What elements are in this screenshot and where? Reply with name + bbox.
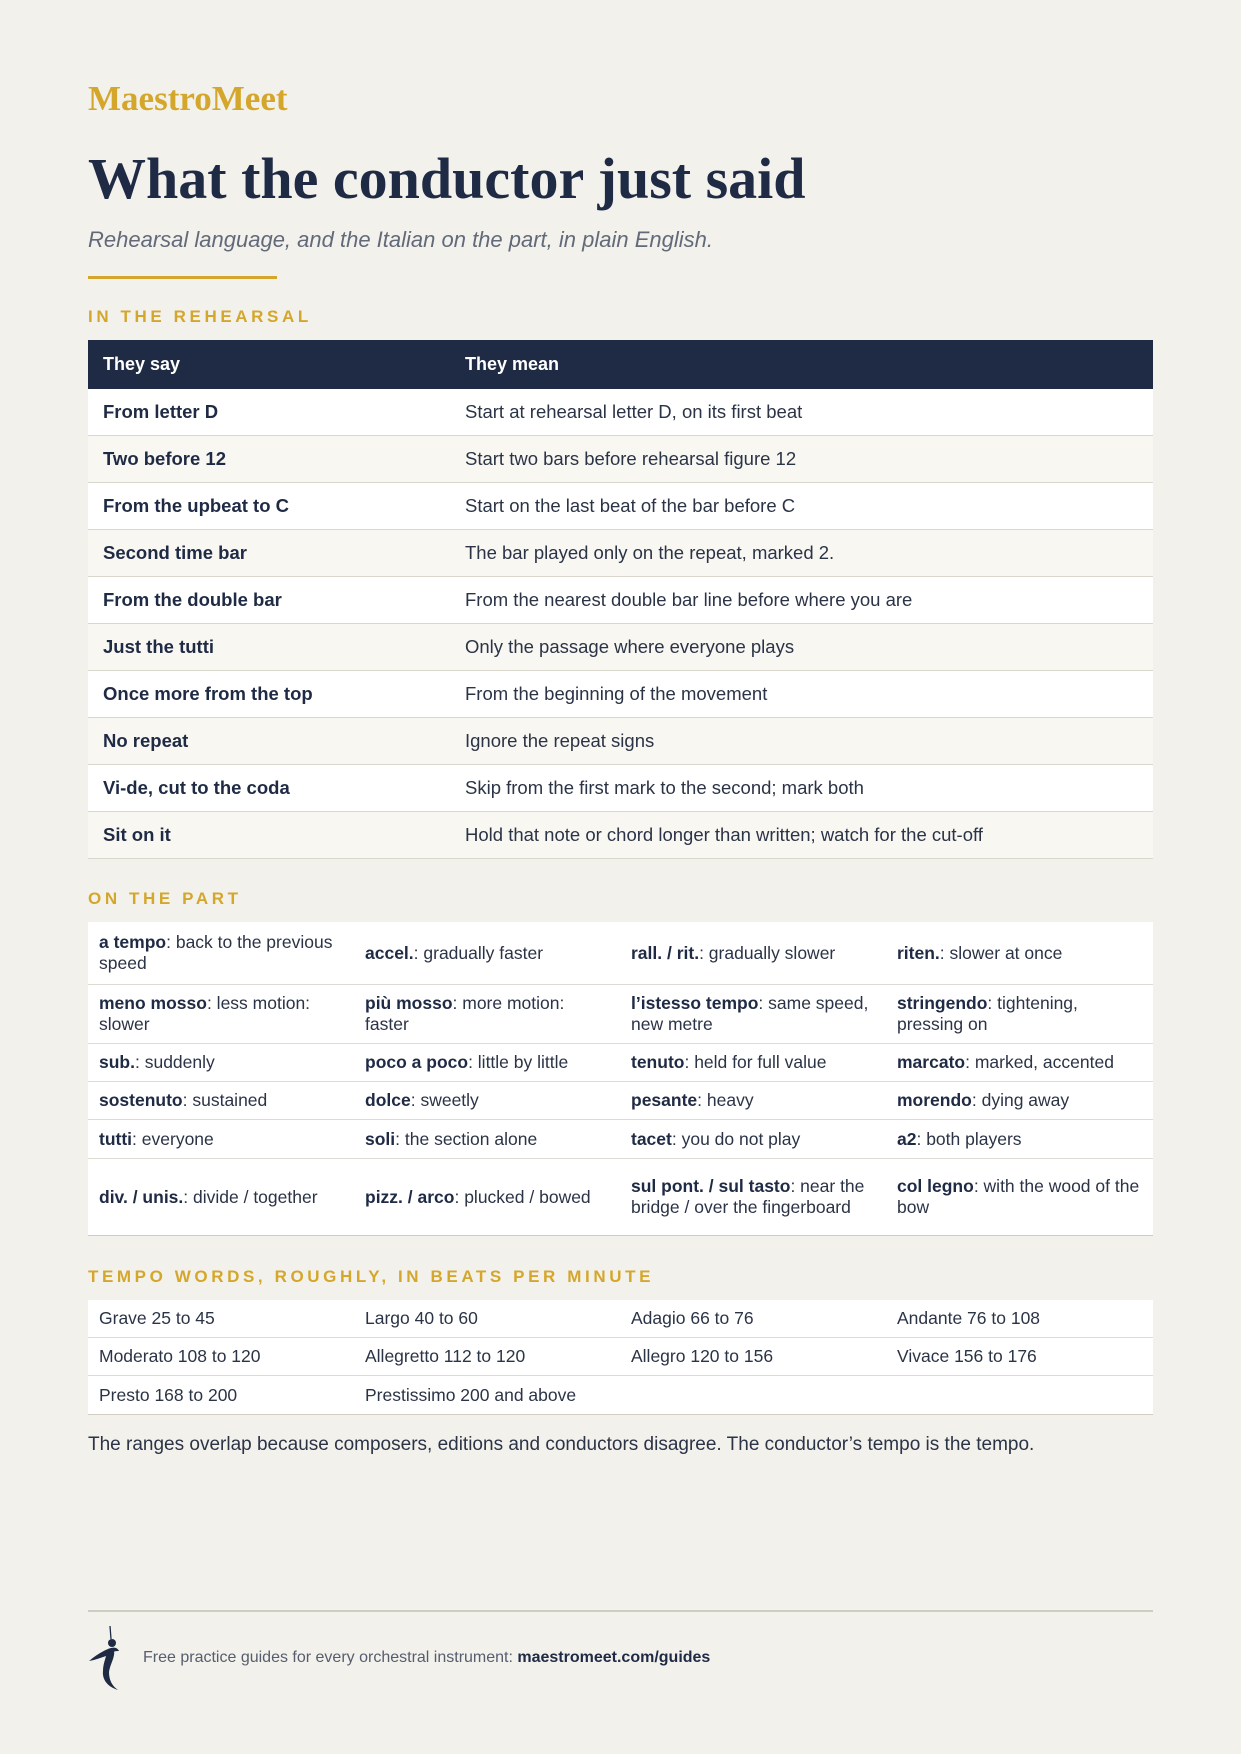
term-definition: : back to the previous speed	[99, 932, 333, 973]
footer-text	[143, 1648, 710, 1668]
term-definition: : marked, accented	[965, 1052, 1114, 1072]
footer-link[interactable]: maestromeet.com/guides	[517, 1649, 711, 1666]
term-name: rall. / rit.	[631, 942, 700, 963]
table-row	[88, 765, 1153, 812]
table-row	[88, 671, 1153, 718]
phrase-they-mean: The bar played only on the repeat, marked 2.	[450, 530, 1153, 577]
section-heading-rehearsal: IN THE REHEARSAL	[88, 307, 312, 326]
term-name: pesante	[631, 1090, 698, 1110]
term-cell	[88, 1090, 354, 1111]
tempo-cell: Largo 40 to 60	[365, 1308, 478, 1328]
term-cell	[354, 1052, 620, 1073]
table-row	[88, 436, 1153, 483]
tempo-note: The ranges overlap because composers, editions and conductors disagree. The conductor’s tempo is the tempo.	[88, 1434, 1035, 1455]
tempo-cell: Andante 76 to 108	[897, 1308, 1041, 1328]
page-subtitle: Rehearsal language, and the Italian on the part, in plain English.	[88, 227, 713, 252]
term-name: tutti	[99, 1128, 133, 1149]
term-cell	[620, 1129, 886, 1150]
phrase-they-mean: Ignore the repeat signs	[450, 718, 1153, 765]
tempo-cell: Presto 168 to 200	[99, 1384, 238, 1405]
term-definition: : little by little	[468, 1052, 569, 1072]
part-terms-grid	[88, 922, 1153, 1236]
term-definition: : same speed, new metre	[631, 993, 869, 1034]
tempo-cell: Grave 25 to 45	[99, 1308, 215, 1328]
phrase-they-say: Two before 12	[88, 436, 450, 483]
term-name: pizz. / arco	[365, 1186, 455, 1207]
term-definition: : more motion: faster	[365, 993, 565, 1034]
term-name: più mosso	[365, 993, 453, 1013]
term-definition: : held for full value	[684, 1052, 827, 1072]
conductor-figure-icon	[88, 1625, 122, 1691]
term-definition: : gradually faster	[413, 942, 544, 963]
term-name: marcato	[897, 1052, 966, 1072]
term-definition: : near the bridge / over the fingerboard	[631, 1176, 865, 1217]
term-name: sul pont. / sul tasto	[631, 1176, 791, 1196]
term-name: a2	[897, 1128, 917, 1149]
term-row	[88, 922, 1153, 985]
term-name: a tempo	[99, 932, 167, 952]
table-row	[88, 530, 1153, 577]
term-cell	[886, 1129, 1152, 1150]
tempo-cell: Allegro 120 to 156	[631, 1346, 774, 1366]
tempo-cell: Allegretto 112 to 120	[365, 1346, 526, 1366]
table-row	[88, 389, 1153, 436]
footer-label: Free practice guides for every orchestral instrument:	[143, 1649, 518, 1666]
term-definition: : sustained	[182, 1090, 268, 1110]
table-row	[88, 812, 1153, 859]
tempo-row	[88, 1338, 1153, 1376]
term-name: soli	[365, 1128, 396, 1149]
phrase-they-mean: Start two bars before rehearsal figure 12	[450, 436, 1153, 483]
term-cell	[886, 943, 1152, 964]
term-definition: : heavy	[697, 1090, 754, 1110]
term-cell	[88, 1052, 354, 1073]
term-name: l’istesso tempo	[631, 993, 759, 1013]
rehearsal-table	[88, 340, 1153, 859]
term-name: meno mosso	[99, 993, 207, 1013]
phrase-they-mean: Start at rehearsal letter D, on its first beat	[450, 389, 1153, 436]
term-name: riten.	[897, 942, 940, 963]
tempo-row	[88, 1376, 1153, 1414]
term-cell	[354, 1187, 620, 1208]
column-header-they-say: They say	[88, 340, 450, 389]
section-heading-tempo: TEMPO WORDS, ROUGHLY, IN BEATS PER MINUTE	[88, 1267, 655, 1286]
term-definition: : suddenly	[134, 1052, 215, 1072]
table-row	[88, 718, 1153, 765]
term-row	[88, 985, 1153, 1044]
term-name: dolce	[365, 1090, 411, 1110]
footer-divider	[88, 1610, 1153, 1612]
phrase-they-mean: From the beginning of the movement	[450, 671, 1153, 718]
term-cell	[620, 1090, 886, 1111]
term-cell	[886, 993, 1152, 1035]
term-definition: : gradually slower	[699, 942, 836, 963]
term-definition: : with the wood of the bow	[897, 1176, 1140, 1217]
term-cell	[620, 943, 886, 964]
term-name: tacet	[631, 1128, 672, 1149]
brand-logo-text: MaestroMeet	[88, 79, 288, 118]
term-cell	[886, 1090, 1152, 1111]
page-title: What the conductor just said	[88, 146, 806, 211]
tempo-cell: Adagio 66 to 76	[631, 1308, 754, 1328]
phrase-they-say: Sit on it	[88, 812, 450, 859]
term-definition: : tightening, pressing on	[897, 993, 1078, 1034]
term-cell	[886, 1052, 1152, 1073]
term-definition: : slower at once	[939, 942, 1063, 963]
term-cell	[354, 1090, 620, 1111]
term-name: tenuto	[631, 1052, 685, 1072]
term-cell	[620, 1052, 886, 1073]
term-cell	[88, 932, 354, 974]
phrase-they-say: From letter D	[88, 389, 450, 436]
column-header-they-mean: They mean	[450, 340, 1153, 389]
term-cell	[88, 993, 354, 1035]
term-definition: : you do not play	[671, 1128, 801, 1149]
term-name: sostenuto	[99, 1090, 183, 1110]
tempo-row	[88, 1300, 1153, 1338]
term-cell	[88, 1129, 354, 1150]
tempo-cell: Prestissimo 200 and above	[365, 1384, 577, 1405]
phrase-they-say: Just the tutti	[88, 624, 450, 671]
phrase-they-say: From the upbeat to C	[88, 483, 450, 530]
phrase-they-say: No repeat	[88, 718, 450, 765]
table-row	[88, 624, 1153, 671]
term-cell	[354, 1129, 620, 1150]
term-name: col legno	[897, 1176, 974, 1196]
term-name: morendo	[897, 1090, 972, 1110]
table-row	[88, 577, 1153, 624]
phrase-they-mean: Start on the last beat of the bar before C	[450, 483, 1153, 530]
term-definition: : everyone	[132, 1128, 214, 1149]
term-name: accel.	[365, 942, 414, 963]
term-cell	[620, 993, 886, 1035]
accent-divider	[88, 276, 277, 279]
term-cell	[354, 943, 620, 964]
term-definition: : less motion: slower	[99, 993, 311, 1034]
term-definition: : both players	[916, 1128, 1022, 1149]
term-name: div. / unis.	[99, 1186, 184, 1207]
term-cell	[886, 1176, 1152, 1218]
term-cell	[88, 1187, 354, 1208]
term-definition: : sweetly	[410, 1090, 479, 1110]
term-definition: : divide / together	[183, 1186, 318, 1207]
section-heading-part: ON THE PART	[88, 889, 242, 908]
phrase-they-say: Vi-de, cut to the coda	[88, 765, 450, 812]
phrase-they-say: From the double bar	[88, 577, 450, 624]
term-row	[88, 1082, 1153, 1120]
term-row	[88, 1120, 1153, 1159]
term-cell	[620, 1176, 886, 1218]
tempo-cell: Vivace 156 to 176	[897, 1346, 1037, 1366]
term-definition: : plucked / bowed	[454, 1186, 591, 1207]
phrase-they-say: Once more from the top	[88, 671, 450, 718]
phrase-they-say: Second time bar	[88, 530, 450, 577]
table-row	[88, 483, 1153, 530]
table-header-row	[88, 340, 1153, 389]
term-name: stringendo	[897, 993, 988, 1013]
phrase-they-mean: Hold that note or chord longer than written; watch for the cut-off	[450, 812, 1153, 859]
phrase-they-mean: Only the passage where everyone plays	[450, 624, 1153, 671]
term-definition: : the section alone	[395, 1128, 538, 1149]
phrase-they-mean: From the nearest double bar line before where you are	[450, 577, 1153, 624]
tempo-cell: Moderato 108 to 120	[99, 1346, 261, 1366]
phrase-they-mean: Skip from the first mark to the second; mark both	[450, 765, 1153, 812]
term-name: poco a poco	[365, 1052, 469, 1072]
term-cell	[354, 993, 620, 1035]
term-row	[88, 1159, 1153, 1235]
term-row	[88, 1044, 1153, 1082]
term-definition: : dying away	[971, 1090, 1070, 1110]
tempo-grid	[88, 1300, 1153, 1415]
term-name: sub.	[99, 1052, 135, 1072]
